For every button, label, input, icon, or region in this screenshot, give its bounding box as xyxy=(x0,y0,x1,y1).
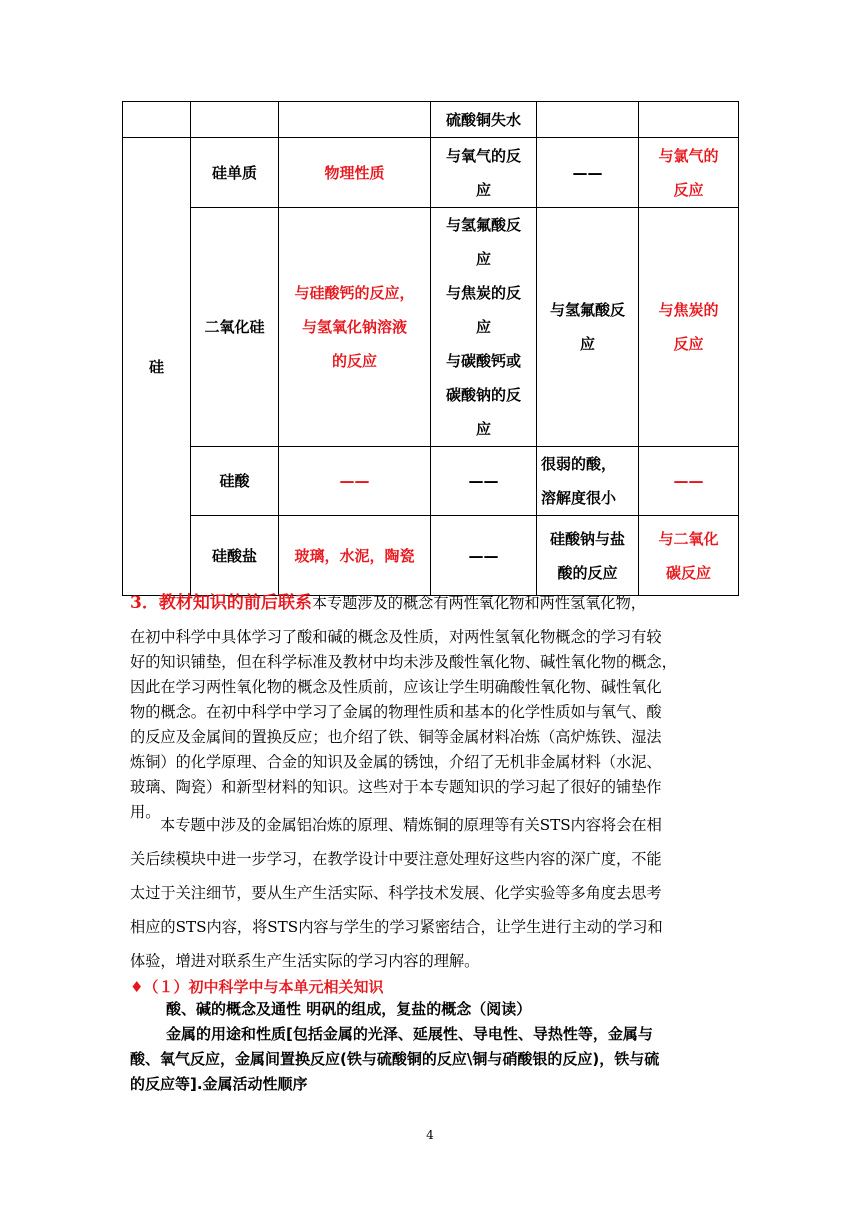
table-cell xyxy=(537,102,639,138)
table-cell xyxy=(639,208,739,447)
table-cell: 硫酸铜失水 xyxy=(431,102,537,138)
cell-line: 的反应 xyxy=(331,352,377,370)
page-number: 4 xyxy=(426,1128,434,1142)
table-cell: —— xyxy=(279,447,431,516)
cell-line: 应 xyxy=(475,250,491,268)
table-cell xyxy=(537,208,639,447)
table-cell: —— xyxy=(537,138,639,208)
table-cell xyxy=(639,138,739,208)
subsection-1-line-4: 的反应等].金属活动性顺序 xyxy=(130,1075,308,1093)
group-label-cell: 硅 xyxy=(123,138,191,596)
text-line: 的反应及金属间的置换反应；也介绍了铁、铜等金属材料冶炼（高炉炼铁、湿法 xyxy=(130,728,662,746)
cell-line: 与氯气的 xyxy=(658,146,719,165)
table-row xyxy=(123,208,739,447)
text-line: 因此在学习两性氧化物的概念及性质前，应该让学生明确酸性氧化物、碱性氧化 xyxy=(130,678,662,696)
text-line: 太过于关注细节，要从生产生活实际、科学技术发展、化学实验等多角度去思考 xyxy=(130,884,662,902)
cell-line: 应 xyxy=(475,318,491,336)
table-row xyxy=(123,102,739,138)
cell-line: 与氢氟酸反 xyxy=(445,216,521,234)
text-line: 相应的STS内容，将STS内容与学生的学习紧密结合，让学生进行主动的学习和 xyxy=(130,918,663,936)
section-3-first-line: 本专题涉及的概念有两性氧化物和两性氢氧化物， xyxy=(311,594,646,612)
cell-line: 应 xyxy=(475,180,491,199)
cell-line: 反应 xyxy=(673,335,704,353)
section-3-paragraph-2 xyxy=(130,808,738,978)
cell-line: 与焦炭的 xyxy=(658,301,719,319)
table-cell xyxy=(537,447,639,516)
table-row xyxy=(123,447,739,516)
row-name-cell: 硅酸 xyxy=(191,447,279,516)
text-line: 炼铜）的化学原理、合金的知识及金属的锈蚀，介绍了无机非金属材料（水泥、 xyxy=(130,753,662,771)
table-cell xyxy=(123,102,191,138)
cell-line: 碳酸钠的反 xyxy=(445,386,521,404)
section-3-heading-line xyxy=(130,586,738,620)
row-name-cell: 硅酸盐 xyxy=(191,516,279,596)
text-line: 物的概念。在初中科学中学习了金属的物理性质和基本的化学性质如与氧气、酸 xyxy=(130,703,662,721)
cell-line: 碳反应 xyxy=(665,563,711,582)
table-cell xyxy=(279,208,431,447)
section-3-paragraph-1 xyxy=(130,625,738,825)
text-line: 关后续模块中进一步学习，在教学设计中要注意处理好这些内容的深广度，不能 xyxy=(130,850,662,868)
table-cell xyxy=(537,516,639,596)
table-cell: —— xyxy=(639,447,739,516)
cell-line: 与氢氧化钠溶液 xyxy=(301,318,407,336)
cell-line: 很弱的酸， xyxy=(541,455,617,473)
cell-line: 溶解度很小 xyxy=(541,489,617,507)
text-line: 用。 xyxy=(130,803,161,821)
table-cell: —— xyxy=(431,447,537,516)
table-row xyxy=(123,516,739,596)
table-row xyxy=(123,138,739,208)
cell-line: 应 xyxy=(579,335,595,353)
table-cell xyxy=(639,516,739,596)
text-line: 好的知识铺垫，但在科学标准及教材中均未涉及酸性氧化物、碱性氧化物的概念， xyxy=(130,653,677,671)
subsection-1-line-3: 酸、氧气反应，金属间置换反应(铁与硫酸铜的反应\铜与硝酸银的反应)，铁与硫 xyxy=(130,1050,660,1068)
text-line: 本专题中涉及的金属铝冶炼的原理、精炼铜的原理等有关STS内容将会在相 xyxy=(160,816,662,834)
subsection-1-line-1: 酸、碱的概念及通性 明矾的组成，复盐的概念（阅读） xyxy=(166,1000,532,1018)
text-line: 体验，增进对联系生产生活实际的学习内容的理解。 xyxy=(130,952,480,970)
cell-line: 与碳酸钙或 xyxy=(445,352,521,370)
table-cell xyxy=(431,208,537,447)
row-name-cell: 二氧化硅 xyxy=(191,208,279,447)
text-line: 在初中科学中具体学习了酸和碱的概念及性质，对两性氢氧化物概念的学习有较 xyxy=(130,628,662,646)
row-name-cell: 硅单质 xyxy=(191,138,279,208)
cell-line: 反应 xyxy=(673,180,704,199)
cell-line: 应 xyxy=(475,420,491,438)
cell-line: 与硅酸钙的反应， xyxy=(294,284,415,302)
subsection-1-title xyxy=(130,975,738,999)
silicon-table xyxy=(122,101,739,596)
cell-line: 与氧气的反 xyxy=(445,146,521,165)
cell-line: 硅酸钠与盐 xyxy=(549,529,625,548)
table-cell: 玻璃，水泥，陶瓷 xyxy=(279,516,431,596)
table-cell xyxy=(639,102,739,138)
table-cell xyxy=(191,102,279,138)
diamond-bullet-icon: ♦ xyxy=(130,978,144,996)
table-cell xyxy=(431,138,537,208)
subsection-1-line-2: 金属的用途和性质[包括金属的光泽、延展性、导电性、导热性等，金属与 xyxy=(166,1025,653,1043)
text-line: 玻璃、陶瓷）和新型材料的知识。这些对于本专题知识的学习起了很好的铺垫作 xyxy=(130,778,662,796)
table-cell: 物理性质 xyxy=(279,138,431,208)
cell-line: 与二氧化 xyxy=(658,529,719,548)
subsection-1-heading: （１）初中科学中与本单元相关知识 xyxy=(143,978,384,996)
section-3-heading: 3．教材知识的前后联系 xyxy=(130,593,312,613)
table-cell xyxy=(279,102,431,138)
table-cell: —— xyxy=(431,516,537,596)
cell-line: 酸的反应 xyxy=(557,563,618,582)
cell-line: 与焦炭的反 xyxy=(445,284,521,302)
cell-line: 与氢氟酸反 xyxy=(549,301,625,319)
